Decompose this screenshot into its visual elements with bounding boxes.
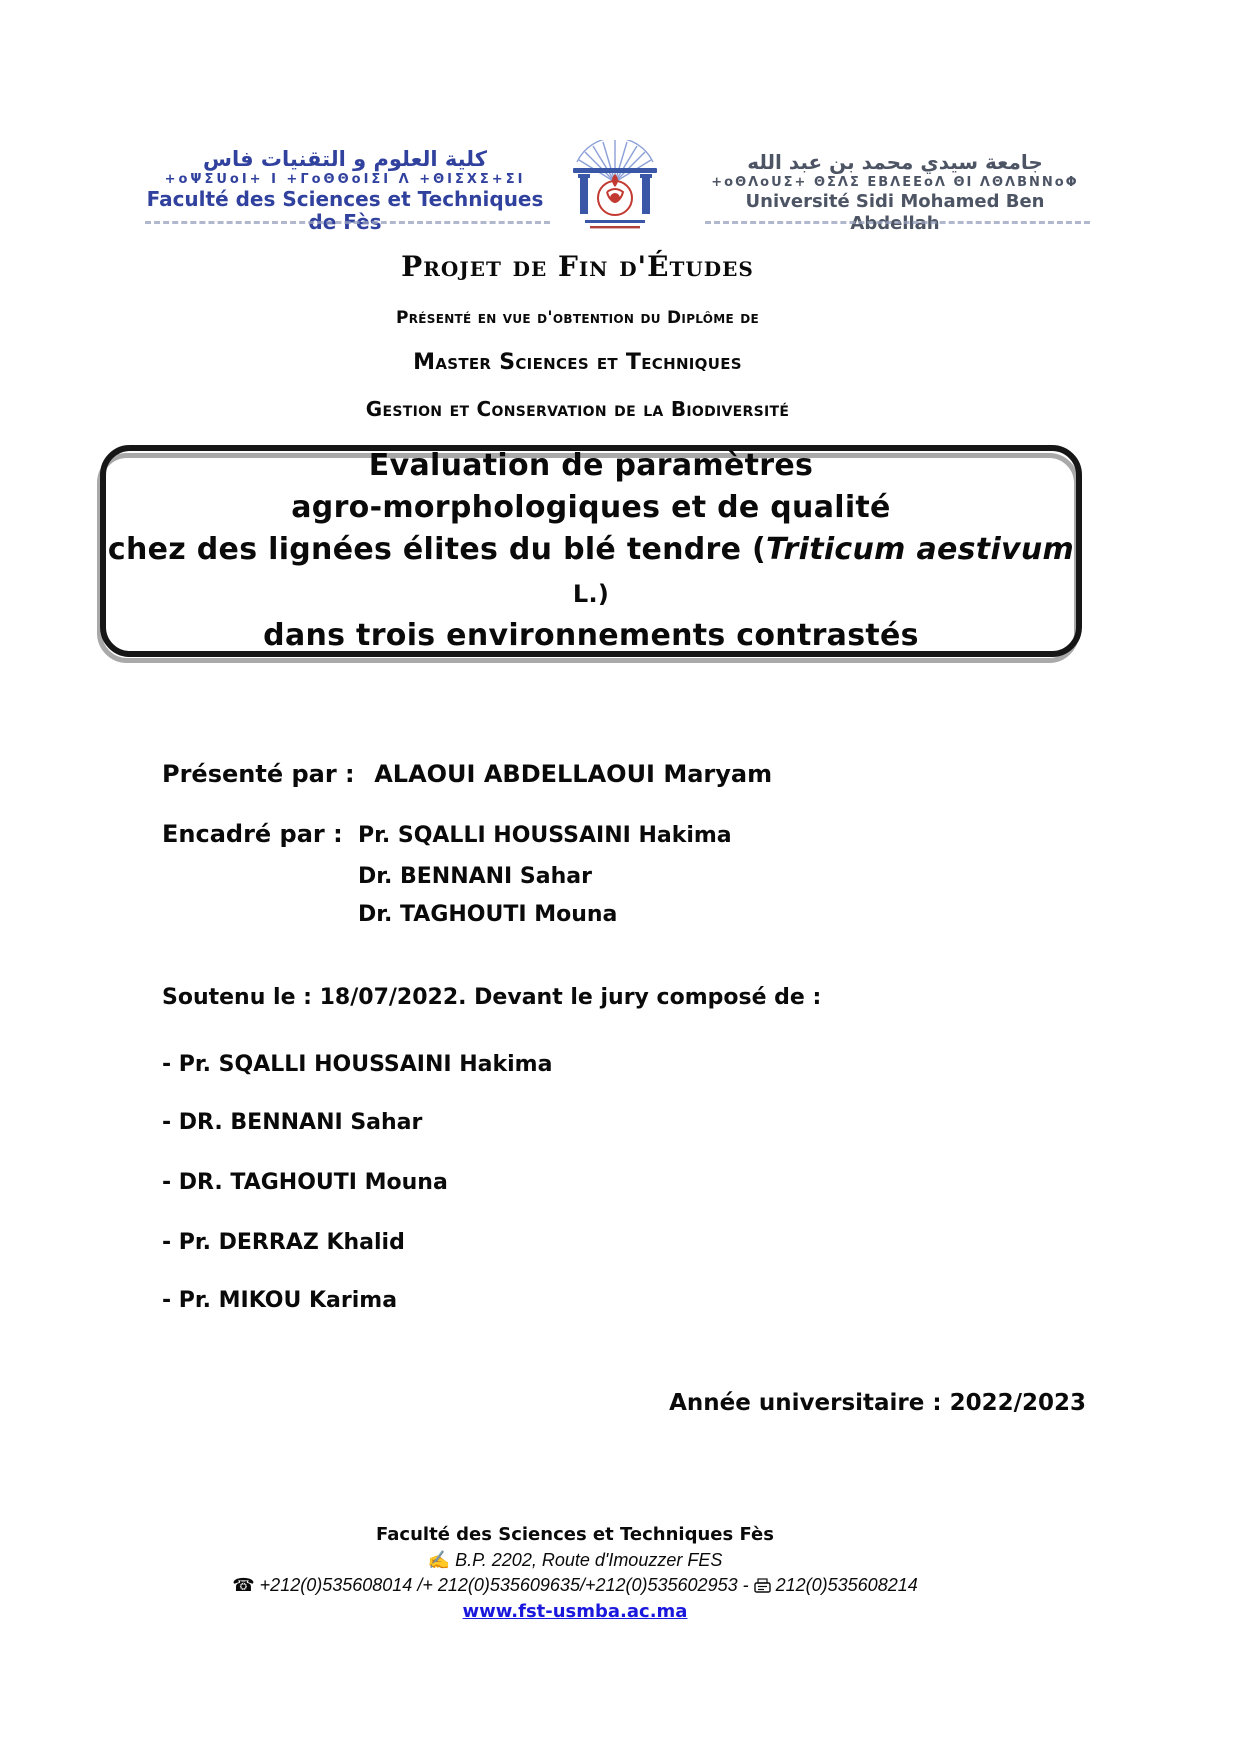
- jury-member: - DR. BENNANI Sahar: [162, 1110, 423, 1135]
- defense-date-line: Soutenu le : 18/07/2022. Devant le jury composé de :: [162, 985, 822, 1010]
- presented-by-row: [162, 760, 772, 788]
- thesis-title-line1: Evaluation de paramètres: [368, 448, 814, 483]
- faculty-name-tifinagh: +oΨΣUoI+ I +ΓoΘΘoIΣI Λ +ΘIΣΧΣ+ΣI: [164, 172, 526, 187]
- supervisor-name: Dr. BENNANI Sahar: [358, 864, 592, 889]
- speciality-heading: Gestion et Conservation de la Biodiversité: [365, 397, 790, 421]
- footer-faculty-name: Faculté des Sciences et Techniques Fès: [376, 1524, 774, 1545]
- master-heading: Master Sciences et Techniques: [413, 350, 742, 375]
- diploma-intro-heading: Présenté en vue d'obtention du Diplôme de: [395, 308, 760, 328]
- university-name-arabic: جامعة سيدي محمد بن عبد الله: [747, 150, 1043, 174]
- university-logo: [565, 140, 665, 236]
- latin-species-name: Triticum aestivum: [766, 532, 1075, 567]
- supervisor-name: Pr. SQALLI HOUSSAINI Hakima: [358, 823, 732, 848]
- footer-block: [0, 1522, 1150, 1625]
- faculty-name-french: Faculté des Sciences et Techniques de Fès: [146, 187, 544, 234]
- university-name-french: Université Sidi Mohamed Ben Abdellah: [745, 191, 1045, 234]
- jury-member: - DR. TAGHOUTI Mouna: [162, 1170, 448, 1195]
- left-dashed-rule: [145, 221, 550, 224]
- footer-phone-line: ☎ +212(0)535608014 /+ 212(0)535609635/+212(0)535602953 - 212(0)535608214: [232, 1575, 918, 1595]
- presented-by-label: Présenté par :: [162, 760, 355, 788]
- writing-hand-icon: ✍: [427, 1550, 451, 1570]
- jury-member: - Pr. DERRAZ Khalid: [162, 1230, 405, 1255]
- thesis-title-line2: agro-morphologiques et de qualité: [291, 490, 891, 525]
- faculty-name-arabic: كلية العلوم و التقنيات فاس: [203, 147, 487, 171]
- fax-icon: [754, 1578, 771, 1593]
- telephone-icon: ☎: [232, 1575, 255, 1595]
- supervisor-name: Dr. TAGHOUTI Mouna: [358, 902, 618, 927]
- thesis-title-line4: dans trois environnements contrastés: [263, 618, 919, 653]
- footer-address-line: ✍ B.P. 2202, Route d'Imouzzer FES: [427, 1550, 723, 1570]
- supervised-by-label: Encadré par :: [162, 820, 343, 848]
- right-dashed-rule: [705, 221, 1090, 224]
- jury-member: - Pr. SQALLI HOUSSAINI Hakima: [162, 1052, 553, 1077]
- document-type-heading: Projet de Fin d'Études: [401, 250, 754, 283]
- jury-member: - Pr. MIKOU Karima: [162, 1288, 398, 1313]
- thesis-title: [100, 445, 1082, 657]
- academic-year: Année universitaire : 2022/2023: [669, 1390, 1086, 1416]
- university-name-tifinagh: +oΘΛoUΣ+ ΘΣΛΣ ΕΒΛΕΕoΛ ΘΙ ΛΘΛΒΝΝoΦ: [711, 175, 1079, 190]
- thesis-title-line3: chez des lignées élites du blé tendre (Triticum aestivum L.): [107, 532, 1075, 608]
- university-emblem-icon: [565, 140, 665, 236]
- website-link[interactable]: www.fst-usmba.ac.ma: [462, 1601, 688, 1622]
- student-name: ALAOUI ABDELLAOUI Maryam: [374, 760, 773, 788]
